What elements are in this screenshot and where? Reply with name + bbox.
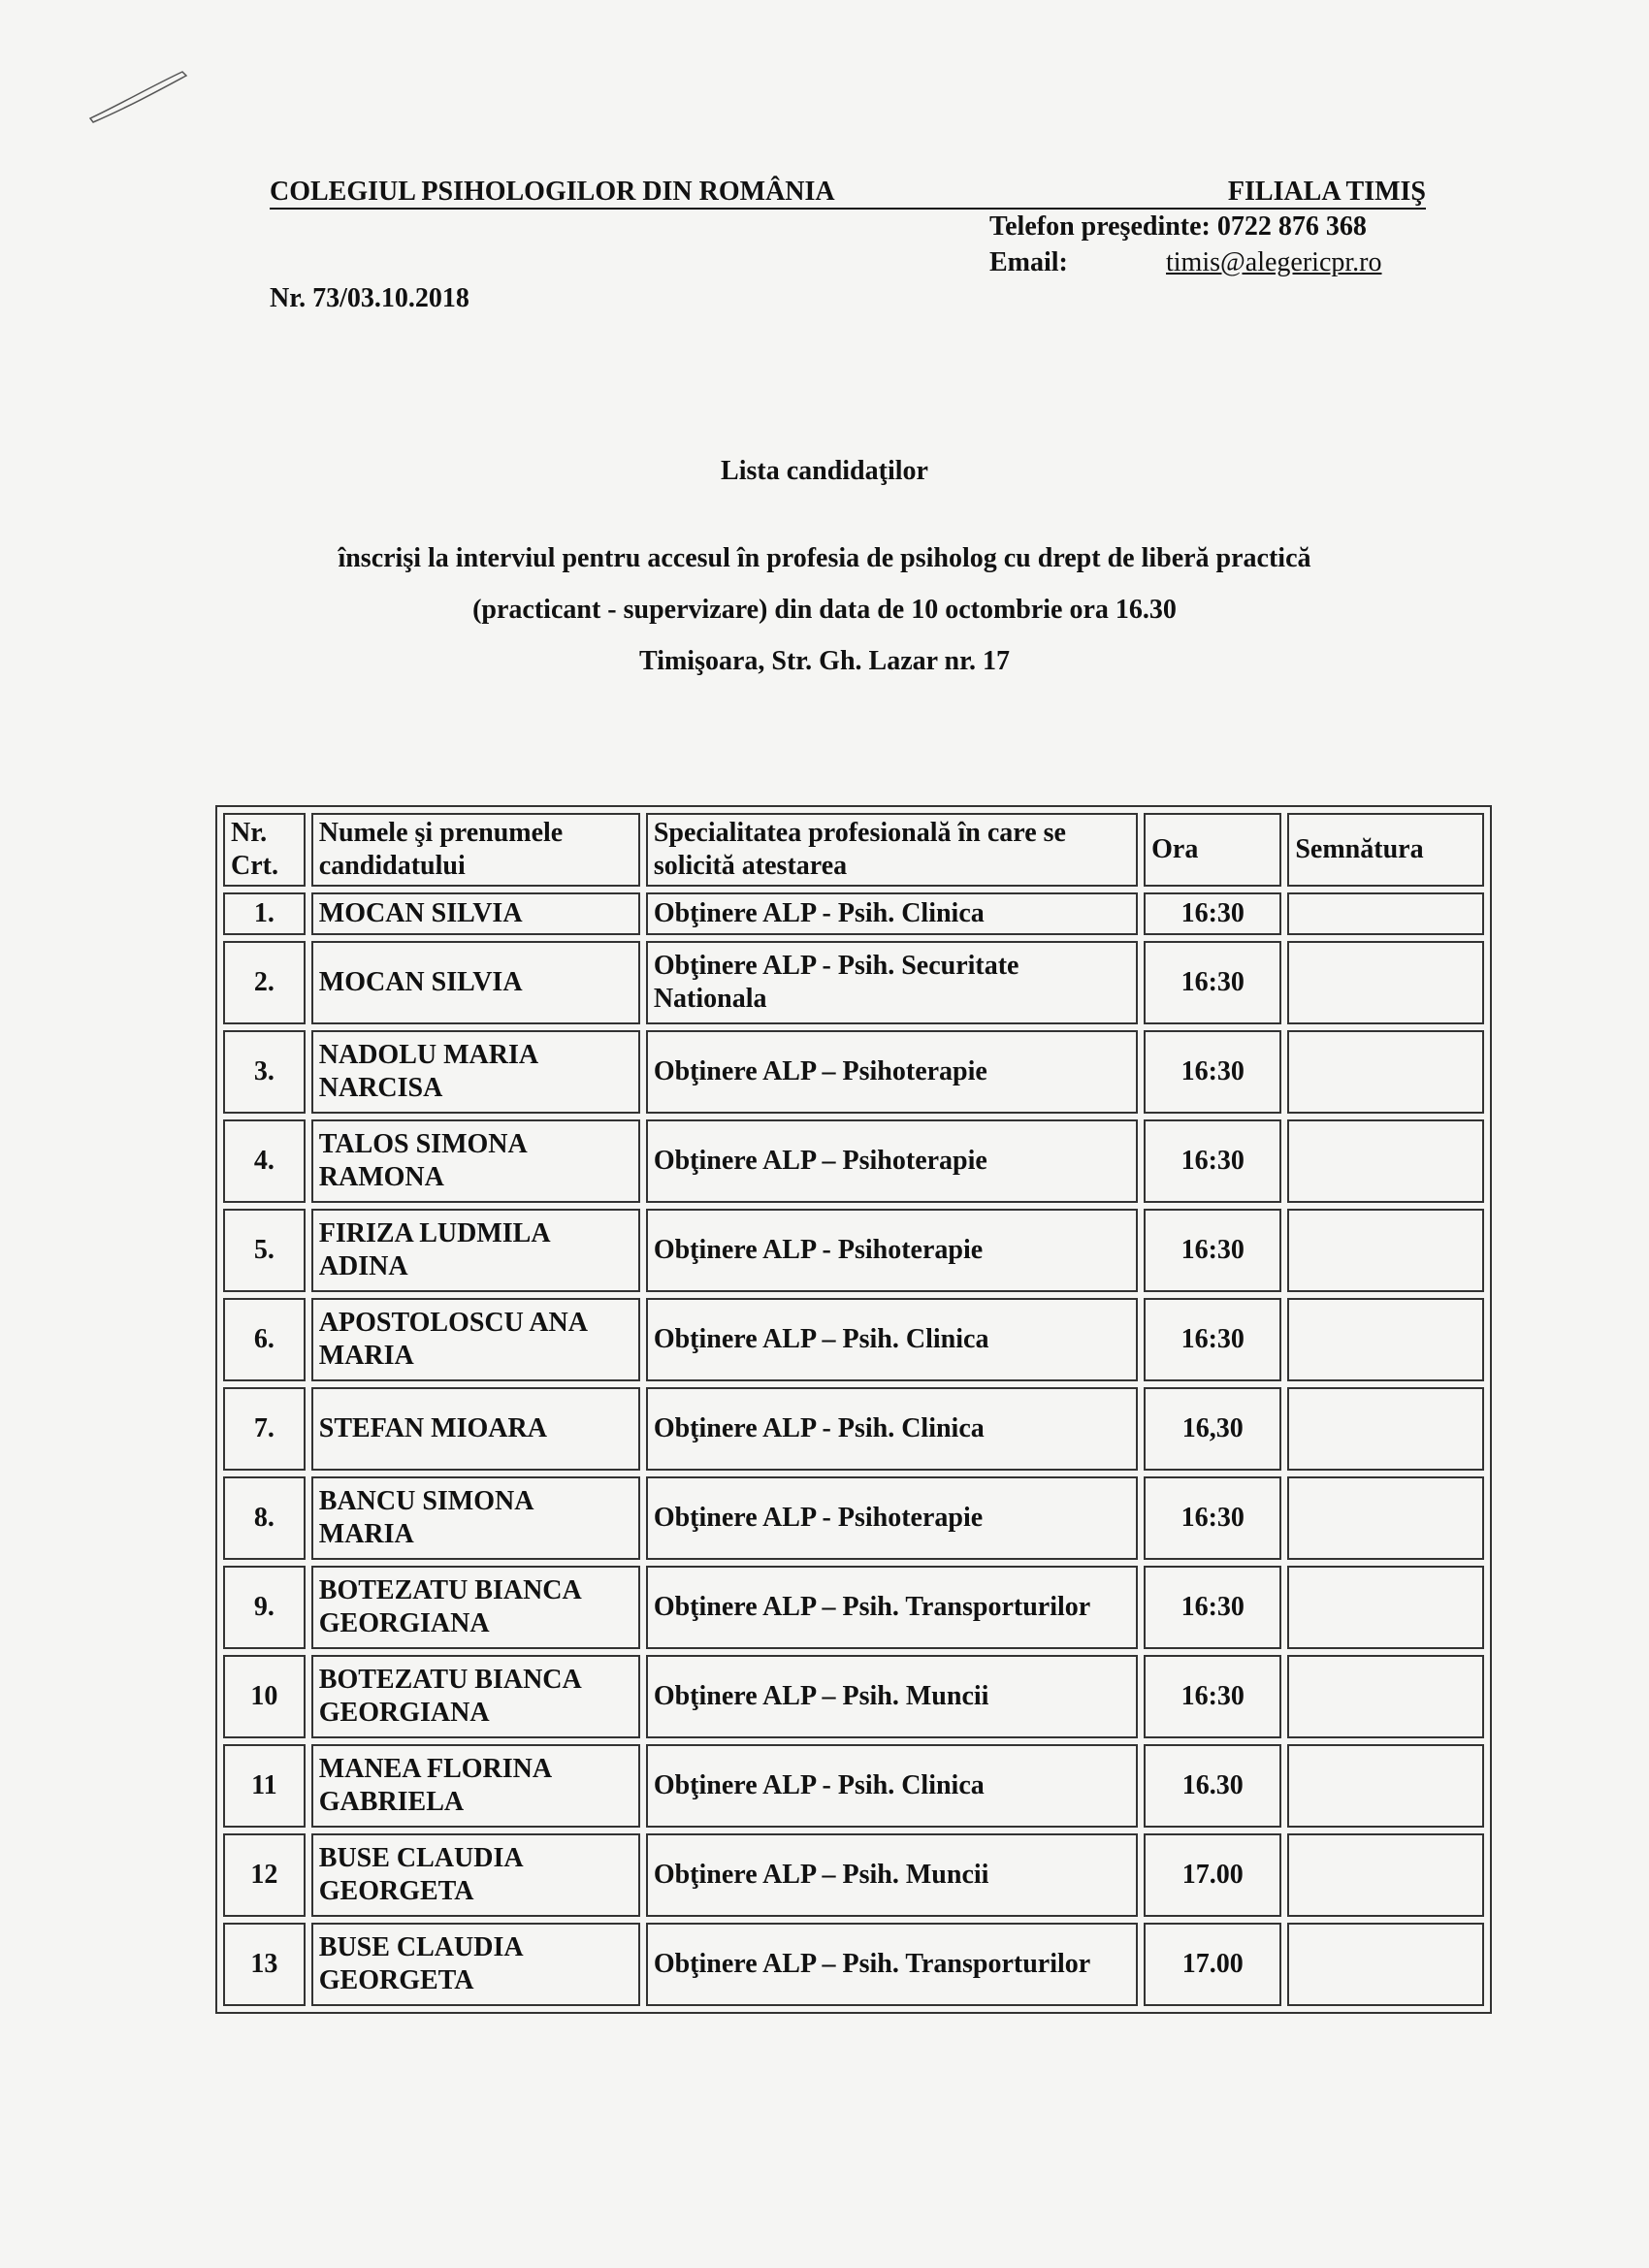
phone-row	[989, 209, 1382, 244]
cell-name: MOCAN SILVIA	[311, 941, 640, 1024]
cell-nr: 8.	[223, 1476, 306, 1560]
email-label: Email:	[989, 247, 1068, 277]
cell-name: BOTEZATU BIANCA GEORGIANA	[311, 1566, 640, 1649]
table-row	[223, 892, 1484, 935]
header-specialty: Specialitatea profesională în care se solicită atestarea	[646, 813, 1138, 887]
cell-signature	[1287, 1923, 1484, 2006]
cell-time: 17.00	[1144, 1923, 1281, 2006]
cell-nr: 7.	[223, 1387, 306, 1471]
document-subtitle-line-3: Timişoara, Str. Gh. Lazar nr. 17	[639, 646, 1010, 676]
cell-signature	[1287, 892, 1484, 935]
header-time: Ora	[1144, 813, 1281, 887]
cell-nr: 5.	[223, 1209, 306, 1292]
table-row	[223, 1923, 1484, 2006]
phone-value: 0722 876 368	[1216, 211, 1367, 242]
cell-specialty: Obţinere ALP – Psihoterapie	[646, 1030, 1138, 1114]
cell-specialty: Obţinere ALP – Psih. Muncii	[646, 1833, 1138, 1917]
cell-time: 16:30	[1144, 1030, 1281, 1114]
cell-name: NADOLU MARIA NARCISA	[311, 1030, 640, 1114]
contact-block	[989, 209, 1382, 280]
cell-nr: 3.	[223, 1030, 306, 1114]
candidates-table	[215, 805, 1492, 2014]
cell-name: STEFAN MIOARA	[311, 1387, 640, 1471]
cell-specialty: Obţinere ALP - Psihoterapie	[646, 1476, 1138, 1560]
cell-specialty: Obţinere ALP – Psihoterapie	[646, 1119, 1138, 1203]
cell-specialty: Obţinere ALP – Psih. Clinica	[646, 1298, 1138, 1381]
cell-time: 16:30	[1144, 1476, 1281, 1560]
email-row	[989, 244, 1382, 280]
table-row	[223, 1476, 1484, 1560]
cell-time: 16:30	[1144, 941, 1281, 1024]
cell-name: BUSE CLAUDIA GEORGETA	[311, 1833, 640, 1917]
cell-name: APOSTOLOSCU ANA MARIA	[311, 1298, 640, 1381]
cell-name: FIRIZA LUDMILA ADINA	[311, 1209, 640, 1292]
cell-specialty: Obţinere ALP - Psih. Clinica	[646, 1387, 1138, 1471]
document-title: Lista candidaţilor	[721, 456, 928, 486]
cell-nr: 1.	[223, 892, 306, 935]
table-row	[223, 1744, 1484, 1828]
cell-time: 16,30	[1144, 1387, 1281, 1471]
table-row	[223, 1119, 1484, 1203]
cell-name: BOTEZATU BIANCA GEORGIANA	[311, 1655, 640, 1738]
cell-time: 16.30	[1144, 1744, 1281, 1828]
cell-nr: 6.	[223, 1298, 306, 1381]
header-nr: Nr. Crt.	[223, 813, 306, 887]
cell-signature	[1287, 1209, 1484, 1292]
table-row	[223, 1030, 1484, 1114]
cell-time: 17.00	[1144, 1833, 1281, 1917]
cell-time: 16:30	[1144, 1298, 1281, 1381]
cell-nr: 2.	[223, 941, 306, 1024]
cell-signature	[1287, 1298, 1484, 1381]
email-link[interactable]: timis@alegericpr.ro	[1166, 247, 1382, 277]
table-header-row	[223, 813, 1484, 887]
header-signature: Semnătura	[1287, 813, 1484, 887]
table-row	[223, 1833, 1484, 1917]
cell-specialty: Obţinere ALP - Psihoterapie	[646, 1209, 1138, 1292]
table-row	[223, 1655, 1484, 1738]
phone-label: Telefon preşedinte:	[989, 211, 1211, 242]
cell-nr: 12	[223, 1833, 306, 1917]
table-row	[223, 941, 1484, 1024]
cell-nr: 4.	[223, 1119, 306, 1203]
cell-name: MANEA FLORINA GABRIELA	[311, 1744, 640, 1828]
cell-signature	[1287, 1030, 1484, 1114]
cell-time: 16:30	[1144, 1209, 1281, 1292]
cell-signature	[1287, 1655, 1484, 1738]
cell-signature	[1287, 941, 1484, 1024]
cell-specialty: Obţinere ALP - Psih. Clinica	[646, 1744, 1138, 1828]
branch-name: FILIALA TIMIŞ	[1227, 177, 1426, 207]
cell-nr: 9.	[223, 1566, 306, 1649]
document-subtitle-line-1: înscrişi la interviul pentru accesul în profesia de psiholog cu drept de liberă practică	[338, 543, 1311, 573]
cell-time: 16:30	[1144, 892, 1281, 935]
cell-specialty: Obţinere ALP - Psih. Securitate Nationala	[646, 941, 1138, 1024]
cell-time: 16:30	[1144, 1566, 1281, 1649]
document-number: Nr. 73/03.10.2018	[270, 283, 469, 313]
table-row	[223, 1298, 1484, 1381]
cell-signature	[1287, 1744, 1484, 1828]
cell-signature	[1287, 1476, 1484, 1560]
pen-stroke-mark	[85, 68, 192, 126]
cell-name: MOCAN SILVIA	[311, 892, 640, 935]
document-subtitle-line-2: (practicant - supervizare) din data de 10 octombrie ora 16.30	[472, 595, 1177, 625]
cell-name: BUSE CLAUDIA GEORGETA	[311, 1923, 640, 2006]
table-row	[223, 1566, 1484, 1649]
cell-signature	[1287, 1119, 1484, 1203]
cell-nr: 11	[223, 1744, 306, 1828]
cell-specialty: Obţinere ALP – Psih. Transporturilor	[646, 1923, 1138, 2006]
organization-header	[270, 177, 1426, 210]
cell-time: 16:30	[1144, 1655, 1281, 1738]
cell-signature	[1287, 1833, 1484, 1917]
cell-specialty: Obţinere ALP – Psih. Muncii	[646, 1655, 1138, 1738]
organization-name: COLEGIUL PSIHOLOGILOR DIN ROMÂNIA	[270, 177, 835, 207]
header-name: Numele şi prenumele candidatului	[311, 813, 640, 887]
cell-specialty: Obţinere ALP – Psih. Transporturilor	[646, 1566, 1138, 1649]
cell-nr: 13	[223, 1923, 306, 2006]
cell-name: BANCU SIMONA MARIA	[311, 1476, 640, 1560]
cell-nr: 10	[223, 1655, 306, 1738]
cell-time: 16:30	[1144, 1119, 1281, 1203]
cell-signature	[1287, 1566, 1484, 1649]
table-row	[223, 1387, 1484, 1471]
cell-name: TALOS SIMONA RAMONA	[311, 1119, 640, 1203]
table-row	[223, 1209, 1484, 1292]
cell-specialty: Obţinere ALP - Psih. Clinica	[646, 892, 1138, 935]
cell-signature	[1287, 1387, 1484, 1471]
